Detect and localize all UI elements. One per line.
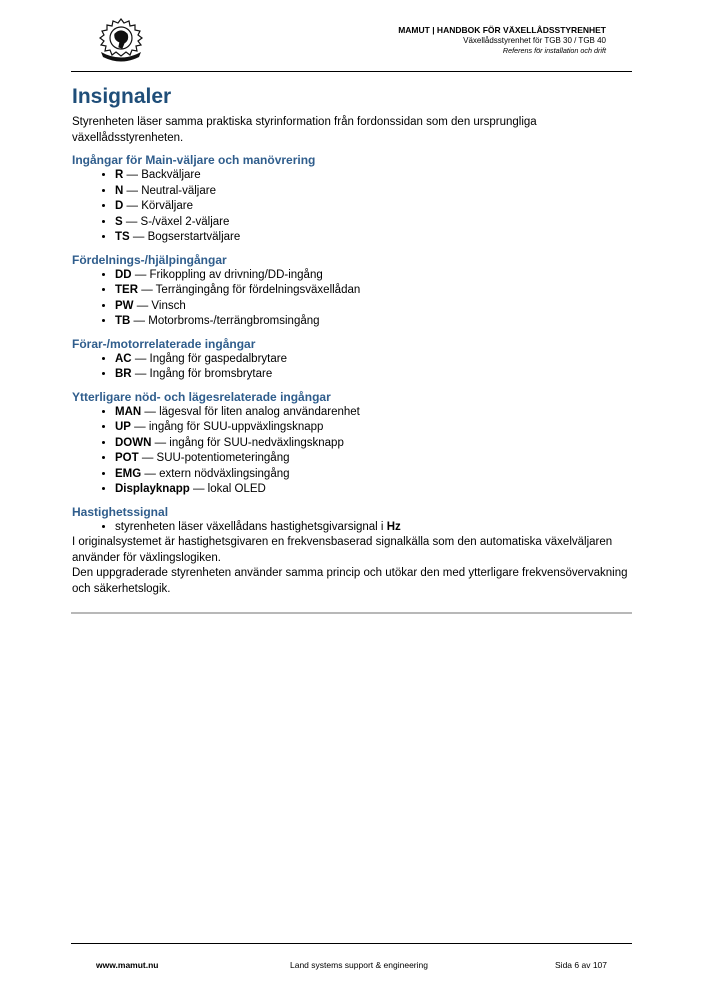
list-main-selector xyxy=(72,168,632,246)
list-transfer xyxy=(72,268,632,330)
speed-paragraph-original: I originalsystemet är hastighetsgivaren en frekvensbaserad signalkälla som den automatiska växelväljaren använder för växlingslogiken. xyxy=(72,536,613,564)
footer-page-number: Sida 6 av 107 xyxy=(555,960,607,970)
speed-paragraph-upgraded: Den uppgraderade styrenheten använder samma princip och utökar den med ytterligare frekvensövervakning och säkerhetslogik. xyxy=(72,567,628,595)
list-emergency xyxy=(72,405,632,498)
footer-tagline: Land systems support & engineering xyxy=(290,960,428,970)
section-heading-transfer: Fördelnings-/hjälpingångar xyxy=(72,252,227,267)
list-item: • UP — ingång för SUU-uppväxlingsknapp xyxy=(115,420,632,436)
list-item: • D — Körväljare xyxy=(115,199,632,215)
list-driver-engine xyxy=(72,352,632,383)
list-item: • TER — Terrängingång för fördelningsväxellådan xyxy=(115,283,632,299)
header-subtitle: Växellådsstyrenhet för TGB 30 / TGB 40 xyxy=(463,35,606,45)
section-heading-main-selector: Ingångar för Main-väljare och manövrering xyxy=(72,153,316,168)
list-item: • BR — Ingång för bromsbrytare xyxy=(115,367,632,383)
list-item: • AC — Ingång för gaspedalbrytare xyxy=(115,352,632,368)
company-logo xyxy=(95,17,147,63)
header-note: Referens för installation och drift xyxy=(502,45,606,55)
list-item: • DOWN — ingång för SUU-nedväxlingsknapp xyxy=(115,436,632,452)
section-heading-driver-engine: Förar-/motorrelaterade ingångar xyxy=(72,336,256,351)
intro-paragraph: Styrenheten läser samma praktiska styrinformation från fordonssidan som den ursprungliga växellådsstyrenheten. xyxy=(72,116,537,144)
section-heading-speed-signal: Hastighetssignal xyxy=(72,504,169,519)
footer-website: www.mamut.nu xyxy=(96,960,159,970)
page-title: Insignaler xyxy=(72,85,172,108)
list-item: • TB — Motorbroms-/terrängbromsingång xyxy=(115,314,632,330)
list-item: • MAN — lägesval för liten analog användarenhet xyxy=(115,405,632,421)
list-item: • POT — SUU-potentiometeringång xyxy=(115,451,632,467)
list-item: • N — Neutral-väljare xyxy=(115,184,632,200)
section-heading-emergency: Ytterligare nöd- och lägesrelaterade ingångar xyxy=(72,389,331,404)
list-item: • TS — Bogserstartväljare xyxy=(115,230,632,246)
content-end-divider xyxy=(71,612,632,614)
list-item: • Displayknapp — lokal OLED xyxy=(115,482,632,498)
page-content xyxy=(72,83,632,597)
header-divider xyxy=(71,71,632,72)
list-item: • S — S-/växel 2-väljare xyxy=(115,215,632,231)
list-item: • DD — Frikoppling av drivning/DD-ingång xyxy=(115,268,632,284)
header-title: MAMUT | HANDBOK FÖR VÄXELLÅDSSTYRENHET xyxy=(398,25,606,35)
list-item: • styrenheten läser växellådans hastighetsgivarsignal i Hz xyxy=(115,520,632,536)
list-item: • PW — Vinsch xyxy=(115,299,632,315)
footer-divider xyxy=(71,943,632,944)
mamut-emblem-icon xyxy=(95,17,147,63)
list-item: • EMG — extern nödväxlingsingång xyxy=(115,467,632,483)
list-item: • R — Backväljare xyxy=(115,168,632,184)
page-header xyxy=(398,25,606,55)
list-speed-signal xyxy=(72,520,632,536)
